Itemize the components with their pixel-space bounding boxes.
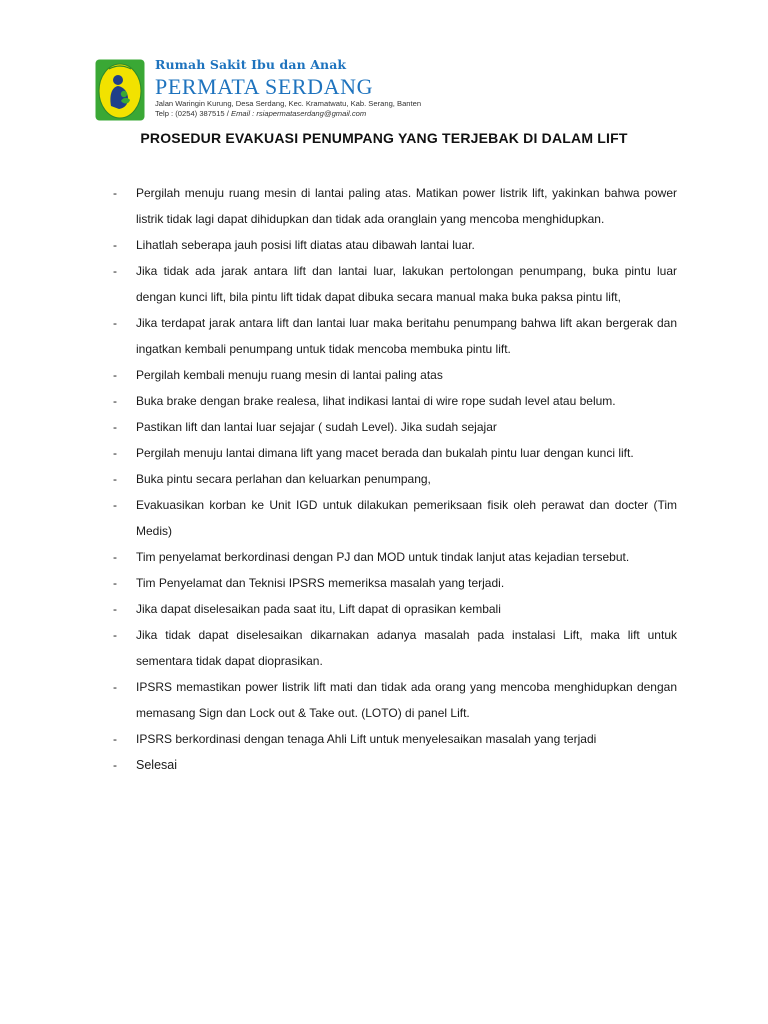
step-bullet: -	[113, 576, 117, 590]
procedure-step	[113, 674, 677, 726]
procedure-step	[113, 622, 677, 674]
procedure-step	[113, 258, 677, 310]
procedure-step	[113, 180, 677, 232]
step-bullet: -	[113, 680, 117, 694]
page-title: PROSEDUR EVAKUASI PENUMPANG YANG TERJEBAK DI DALAM LIFT	[140, 130, 628, 146]
step-text: Buka pintu secara perlahan dan keluarkan penumpang,	[136, 472, 431, 486]
step-text: Jika tidak ada jarak antara lift dan lantai luar, lakukan pertolongan penumpang, buka pintu luar dengan kunci lift, bila pintu lift tidak dapat dibuka secara manual maka buka paksa pintu lift,	[136, 264, 677, 304]
step-text: IPSRS memastikan power listrik lift mati dan tidak ada orang yang mencoba menghidupkan dengan memasang Sign dan Lock out & Take out. (LOTO) di panel Lift.	[136, 680, 677, 720]
procedure-step	[113, 596, 677, 622]
step-text: Buka brake dengan brake realesa, lihat indikasi lantai di wire rope sudah level atau belum.	[136, 394, 616, 408]
procedure-step	[113, 726, 677, 752]
step-text: IPSRS berkordinasi dengan tenaga Ahli Lift untuk menyelesaikan masalah yang terjadi	[136, 732, 597, 746]
step-bullet: -	[113, 316, 117, 330]
procedure-step	[113, 752, 677, 778]
step-text: Pergilah menuju ruang mesin di lantai paling atas. Matikan power listrik lift, yakinkan bahwa power listrik tidak lagi dapat dihidupkan dan tidak ada oranglain yang mencoba menghidupkan.	[136, 186, 677, 226]
hospital-address: Jalan Waringin Kurung, Desa Serdang, Kec. Kramatwatu, Kab. Serang, Banten	[155, 99, 422, 108]
procedure-step	[113, 310, 677, 362]
step-bullet: -	[113, 186, 117, 200]
hospital-logo	[95, 59, 145, 121]
step-text: Pergilah kembali menuju ruang mesin di lantai paling atas	[136, 368, 443, 382]
step-bullet: -	[113, 732, 117, 746]
hospital-name: Rumah Sakit Ibu dan Anak	[155, 57, 347, 72]
letterhead	[95, 58, 425, 124]
step-text: Selesai	[136, 758, 177, 772]
procedure-step	[113, 362, 677, 388]
step-bullet: -	[113, 420, 117, 434]
procedure-steps	[113, 180, 677, 778]
procedure-step	[113, 492, 677, 544]
procedure-step	[113, 544, 677, 570]
step-bullet: -	[113, 446, 117, 460]
step-bullet: -	[113, 264, 117, 278]
step-bullet: -	[113, 368, 117, 382]
step-text: Jika terdapat jarak antara lift dan lantai luar maka beritahu penumpang bahwa lift akan bergerak dan ingatkan kembali penumpang untuk tidak mencoba membuka pintu lift.	[136, 316, 677, 356]
step-text: Jika dapat diselesaikan pada saat itu, Lift dapat di oprasikan kembali	[136, 602, 501, 616]
step-text: Tim penyelamat berkordinasi dengan PJ dan MOD untuk tindak lanjut atas kejadian tersebut.	[136, 550, 630, 564]
step-bullet: -	[113, 394, 117, 408]
hospital-brand: PERMATA SERDANG	[155, 74, 374, 99]
step-text: Tim Penyelamat dan Teknisi IPSRS memeriksa masalah yang terjadi.	[136, 576, 505, 590]
procedure-step	[113, 466, 677, 492]
procedure-step	[113, 570, 677, 596]
procedure-step	[113, 232, 677, 258]
step-bullet: -	[113, 628, 117, 642]
step-bullet: -	[113, 472, 117, 486]
step-text: Pastikan lift dan lantai luar sejajar ( sudah Level). Jika sudah sejajar	[136, 420, 497, 434]
procedure-step	[113, 388, 677, 414]
step-text: Jika tidak dapat diselesaikan dikarnakan adanya masalah pada instalasi Lift, maka lift untuk sementara tidak dapat dioprasikan.	[136, 628, 677, 668]
procedure-step	[113, 440, 677, 466]
step-bullet: -	[113, 550, 117, 564]
step-text: Lihatlah seberapa jauh posisi lift diatas atau dibawah lantai luar.	[136, 238, 475, 252]
procedure-step	[113, 414, 677, 440]
step-bullet: -	[113, 602, 117, 616]
hospital-contact	[155, 109, 435, 119]
step-bullet: -	[113, 498, 117, 512]
step-text: Evakuasikan korban ke Unit IGD untuk dilakukan pemeriksaan fisik oleh perawat dan docter (Tim Medis)	[136, 498, 677, 538]
step-bullet: -	[113, 758, 117, 772]
hospital-phone: Telp : (0254) 387515 /	[155, 109, 229, 118]
step-text: Pergilah menuju lantai dimana lift yang macet berada dan bukalah pintu luar dengan kunci lift.	[136, 446, 634, 460]
step-bullet: -	[113, 238, 117, 252]
hospital-email: Email : rsiapermataserdang@gmail.com	[231, 109, 367, 118]
